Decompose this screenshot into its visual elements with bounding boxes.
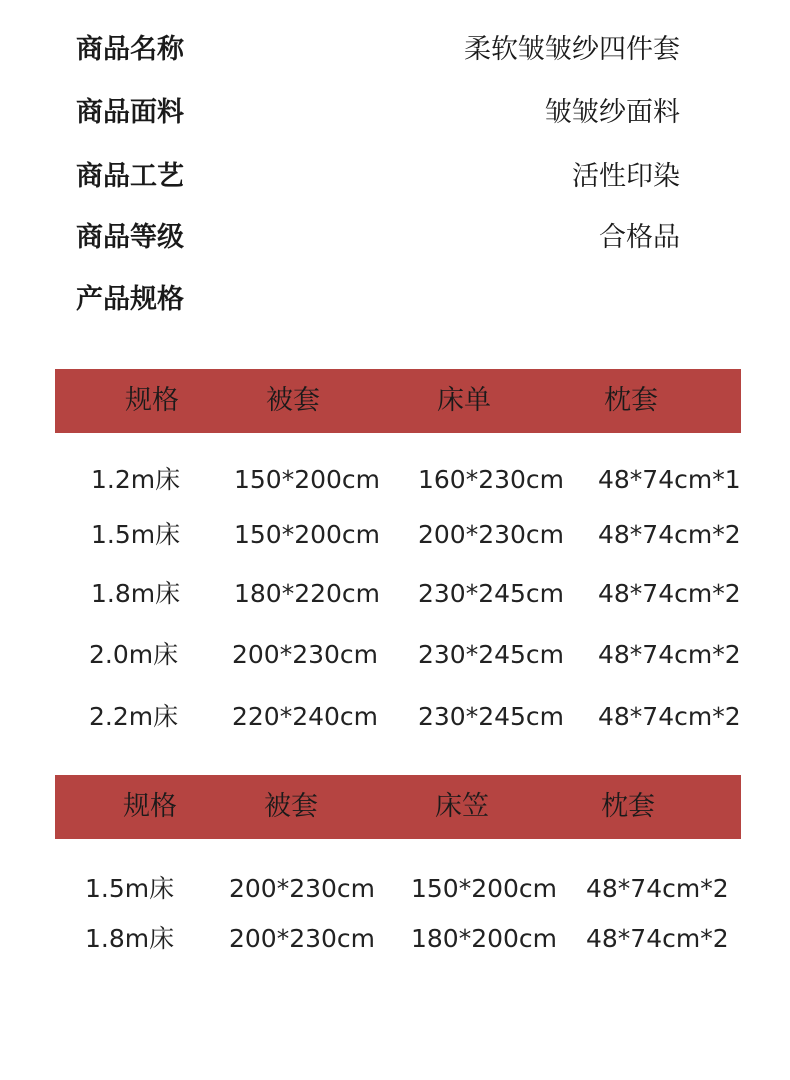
info-value: 合格品: [599, 222, 680, 253]
table-row: [0, 869, 790, 909]
table2-header-pillow: 枕套: [601, 791, 655, 822]
cell-spec: 1.5m床: [91, 520, 181, 549]
cell-pillow: 48*74cm*2: [598, 579, 741, 608]
info-label: 商品名称: [76, 34, 184, 65]
info-value: 活性印染: [572, 161, 680, 192]
table1-header-spec: 规格: [125, 385, 179, 416]
table-row: [0, 460, 790, 500]
cell-pillow: 48*74cm*2: [586, 924, 729, 953]
info-row-spec: [0, 280, 790, 320]
cell-duvet: 150*200cm: [234, 520, 381, 549]
table1-header-pillow: 枕套: [604, 385, 658, 416]
cell-spec: 1.8m床: [91, 579, 181, 608]
cell-spec: 1.8m床: [85, 924, 175, 953]
table2-header-duvet: 被套: [264, 791, 318, 822]
cell-sheet: 200*230cm: [418, 520, 565, 549]
cell-duvet: 200*230cm: [229, 874, 376, 903]
info-value: 皱皱纱面料: [545, 97, 680, 128]
info-label: 商品等级: [76, 222, 184, 253]
table-row: [0, 697, 790, 737]
info-label: 商品面料: [76, 97, 184, 128]
cell-duvet: 220*240cm: [232, 702, 379, 731]
table-row: [0, 574, 790, 614]
table2-header-fitted-sheet: 床笠: [435, 791, 489, 822]
cell-spec: 1.2m床: [91, 465, 181, 494]
table2-header: [55, 775, 741, 839]
info-row-name: [0, 30, 790, 70]
info-label: 商品工艺: [76, 161, 184, 192]
cell-spec: 2.0m床: [89, 640, 179, 669]
cell-duvet: 150*200cm: [234, 465, 381, 494]
table-row: [0, 635, 790, 675]
table-row: [0, 919, 790, 959]
cell-fitted-sheet: 150*200cm: [411, 874, 558, 903]
table2-header-spec: 规格: [123, 791, 177, 822]
info-value: 柔软皱皱纱四件套: [464, 34, 680, 65]
cell-pillow: 48*74cm*1: [598, 465, 741, 494]
table1-header: [55, 369, 741, 433]
cell-pillow: 48*74cm*2: [586, 874, 729, 903]
cell-duvet: 200*230cm: [229, 924, 376, 953]
cell-sheet: 230*245cm: [418, 579, 565, 608]
cell-pillow: 48*74cm*2: [598, 640, 741, 669]
cell-duvet: 180*220cm: [234, 579, 381, 608]
cell-pillow: 48*74cm*2: [598, 702, 741, 731]
table-row: [0, 515, 790, 555]
cell-sheet: 230*245cm: [418, 702, 565, 731]
cell-fitted-sheet: 180*200cm: [411, 924, 558, 953]
table1-header-duvet: 被套: [266, 385, 320, 416]
cell-spec: 2.2m床: [89, 702, 179, 731]
cell-duvet: 200*230cm: [232, 640, 379, 669]
cell-sheet: 160*230cm: [418, 465, 565, 494]
info-row-fabric: [0, 93, 790, 133]
table1-header-sheet: 床单: [437, 385, 491, 416]
cell-spec: 1.5m床: [85, 874, 175, 903]
cell-sheet: 230*245cm: [418, 640, 565, 669]
cell-pillow: 48*74cm*2: [598, 520, 741, 549]
info-label: 产品规格: [76, 284, 184, 315]
info-row-grade: [0, 218, 790, 258]
info-row-craft: [0, 157, 790, 197]
